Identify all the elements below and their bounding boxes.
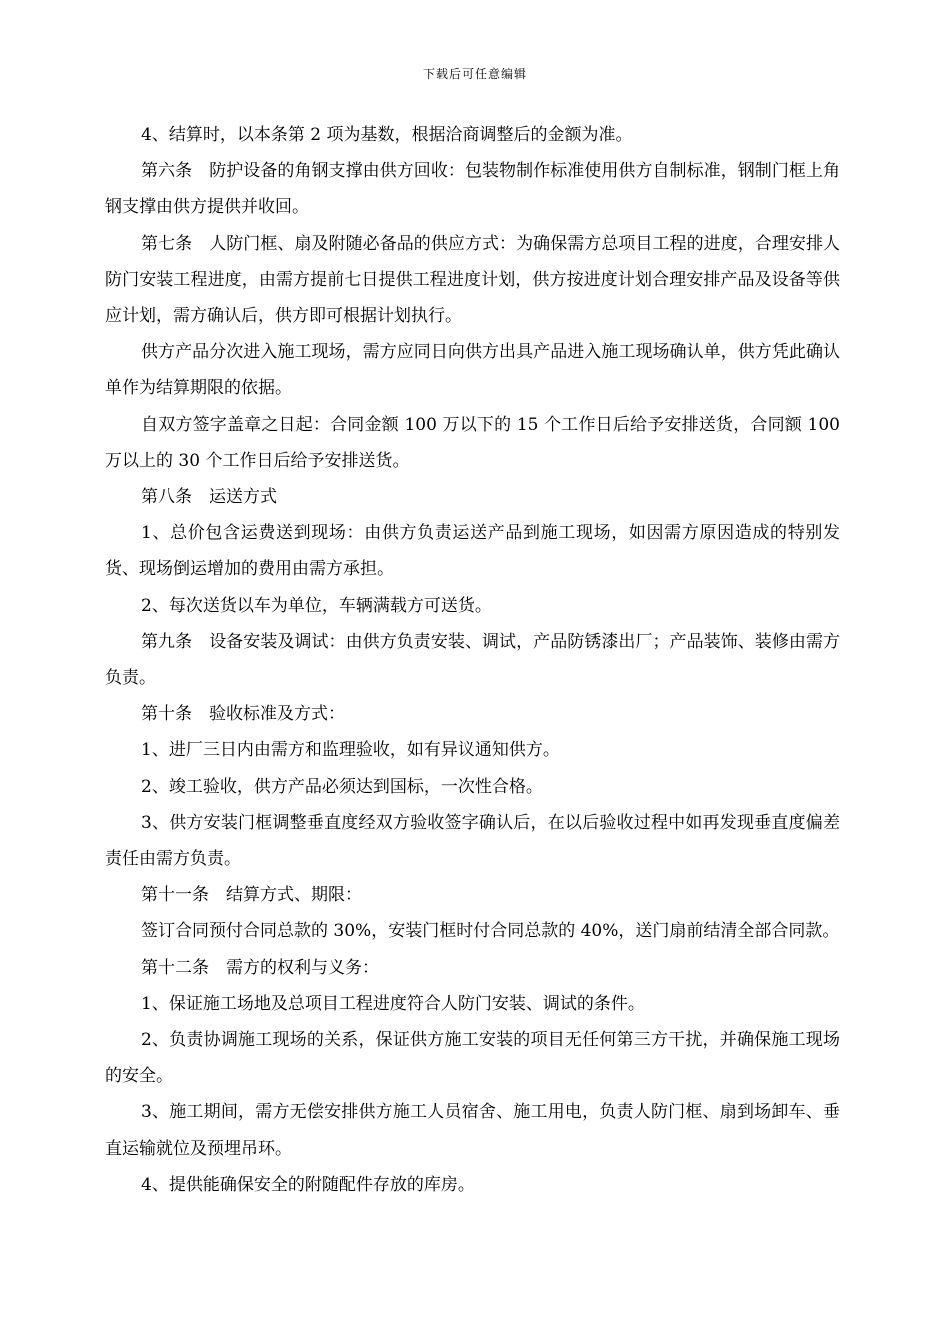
section-heading: 第十一条 结算方式、期限：	[141, 885, 362, 906]
paragraph: 2、负责协调施工现场的关系，保证供方施工安装的项目无任何第三方干扰，并确保施工现场的安全。	[105, 1030, 840, 1087]
paragraph: 1、进厂三日内由需方和监理验收，如有异议通知供方。	[141, 740, 560, 761]
document-body	[105, 117, 840, 1203]
section-heading: 第十条 验收标准及方式：	[141, 704, 345, 725]
page-header: 下载后可任意编辑	[422, 67, 527, 81]
section-heading: 第八条 运送方式	[141, 487, 277, 508]
paragraph: 3、供方安装门框调整垂直度经双方验收签字确认后，在以后验收过程中如再发现垂直度偏差责任由需方负责。	[105, 812, 840, 870]
paragraph: 供方产品分次进入施工现场，需方应同日向供方出具产品进入施工现场确认单，供方凭此确认单作为结算期限的依据。	[105, 342, 840, 399]
paragraph: 2、每次送货以车为单位，车辆满载方可送货。	[141, 595, 492, 616]
paragraph: 1、保证施工场地及总项目工程进度符合人防门安装、调试的条件。	[141, 993, 645, 1014]
paragraph: 自双方签字盖章之日起：合同金额 100 万以下的 15 个工作日后给予安排送货，合同额 100 万以上的 30 个工作日后给予安排送货。	[105, 414, 840, 471]
paragraph: 第七条 人防门框、扇及附随必备品的供应方式：为确保需方总项目工程的进度，合理安排人防门安装工程进度，由需方提前七日提供工程进度计划，供方按进度计划合理安排产品及设备等供应计划，需方确认后，供方即可根据计划执行。	[105, 233, 840, 327]
paragraph: 4、提供能确保安全的附随配件存放的库房。	[141, 1174, 475, 1195]
paragraph: 2、竣工验收，供方产品必须达到国标，一次性合格。	[141, 776, 543, 797]
paragraph: 1、总价包含运费送到现场：由供方负责运送产品到施工现场，如因需方原因造成的特别发货、现场倒运增加的费用由需方承担。	[105, 523, 840, 580]
section-heading: 第十二条 需方的权利与义务：	[141, 957, 379, 978]
paragraph: 4、结算时，以本条第 2 项为基数，根据洽商调整后的金额为准。	[141, 125, 633, 145]
paragraph: 签订合同预付合同总款的 30%，安装门框时付合同总款的 40%，送门扇前结清全部合同款。	[141, 921, 840, 942]
paragraph: 第九条 设备安装及调试：由供方负责安装、调试，产品防锈漆出厂；产品装饰、装修由需方负责。	[105, 631, 840, 689]
paragraph: 3、施工期间，需方无偿安排供方施工人员宿舍、施工用电，负责人防门框、扇到场卸车、垂直运输就位及预埋吊环。	[105, 1102, 840, 1159]
paragraph: 第六条 防护设备的角钢支撑由供方回收：包装物制作标准使用供方自制标准，钢制门框上角钢支撑由供方提供并收回。	[105, 161, 840, 218]
